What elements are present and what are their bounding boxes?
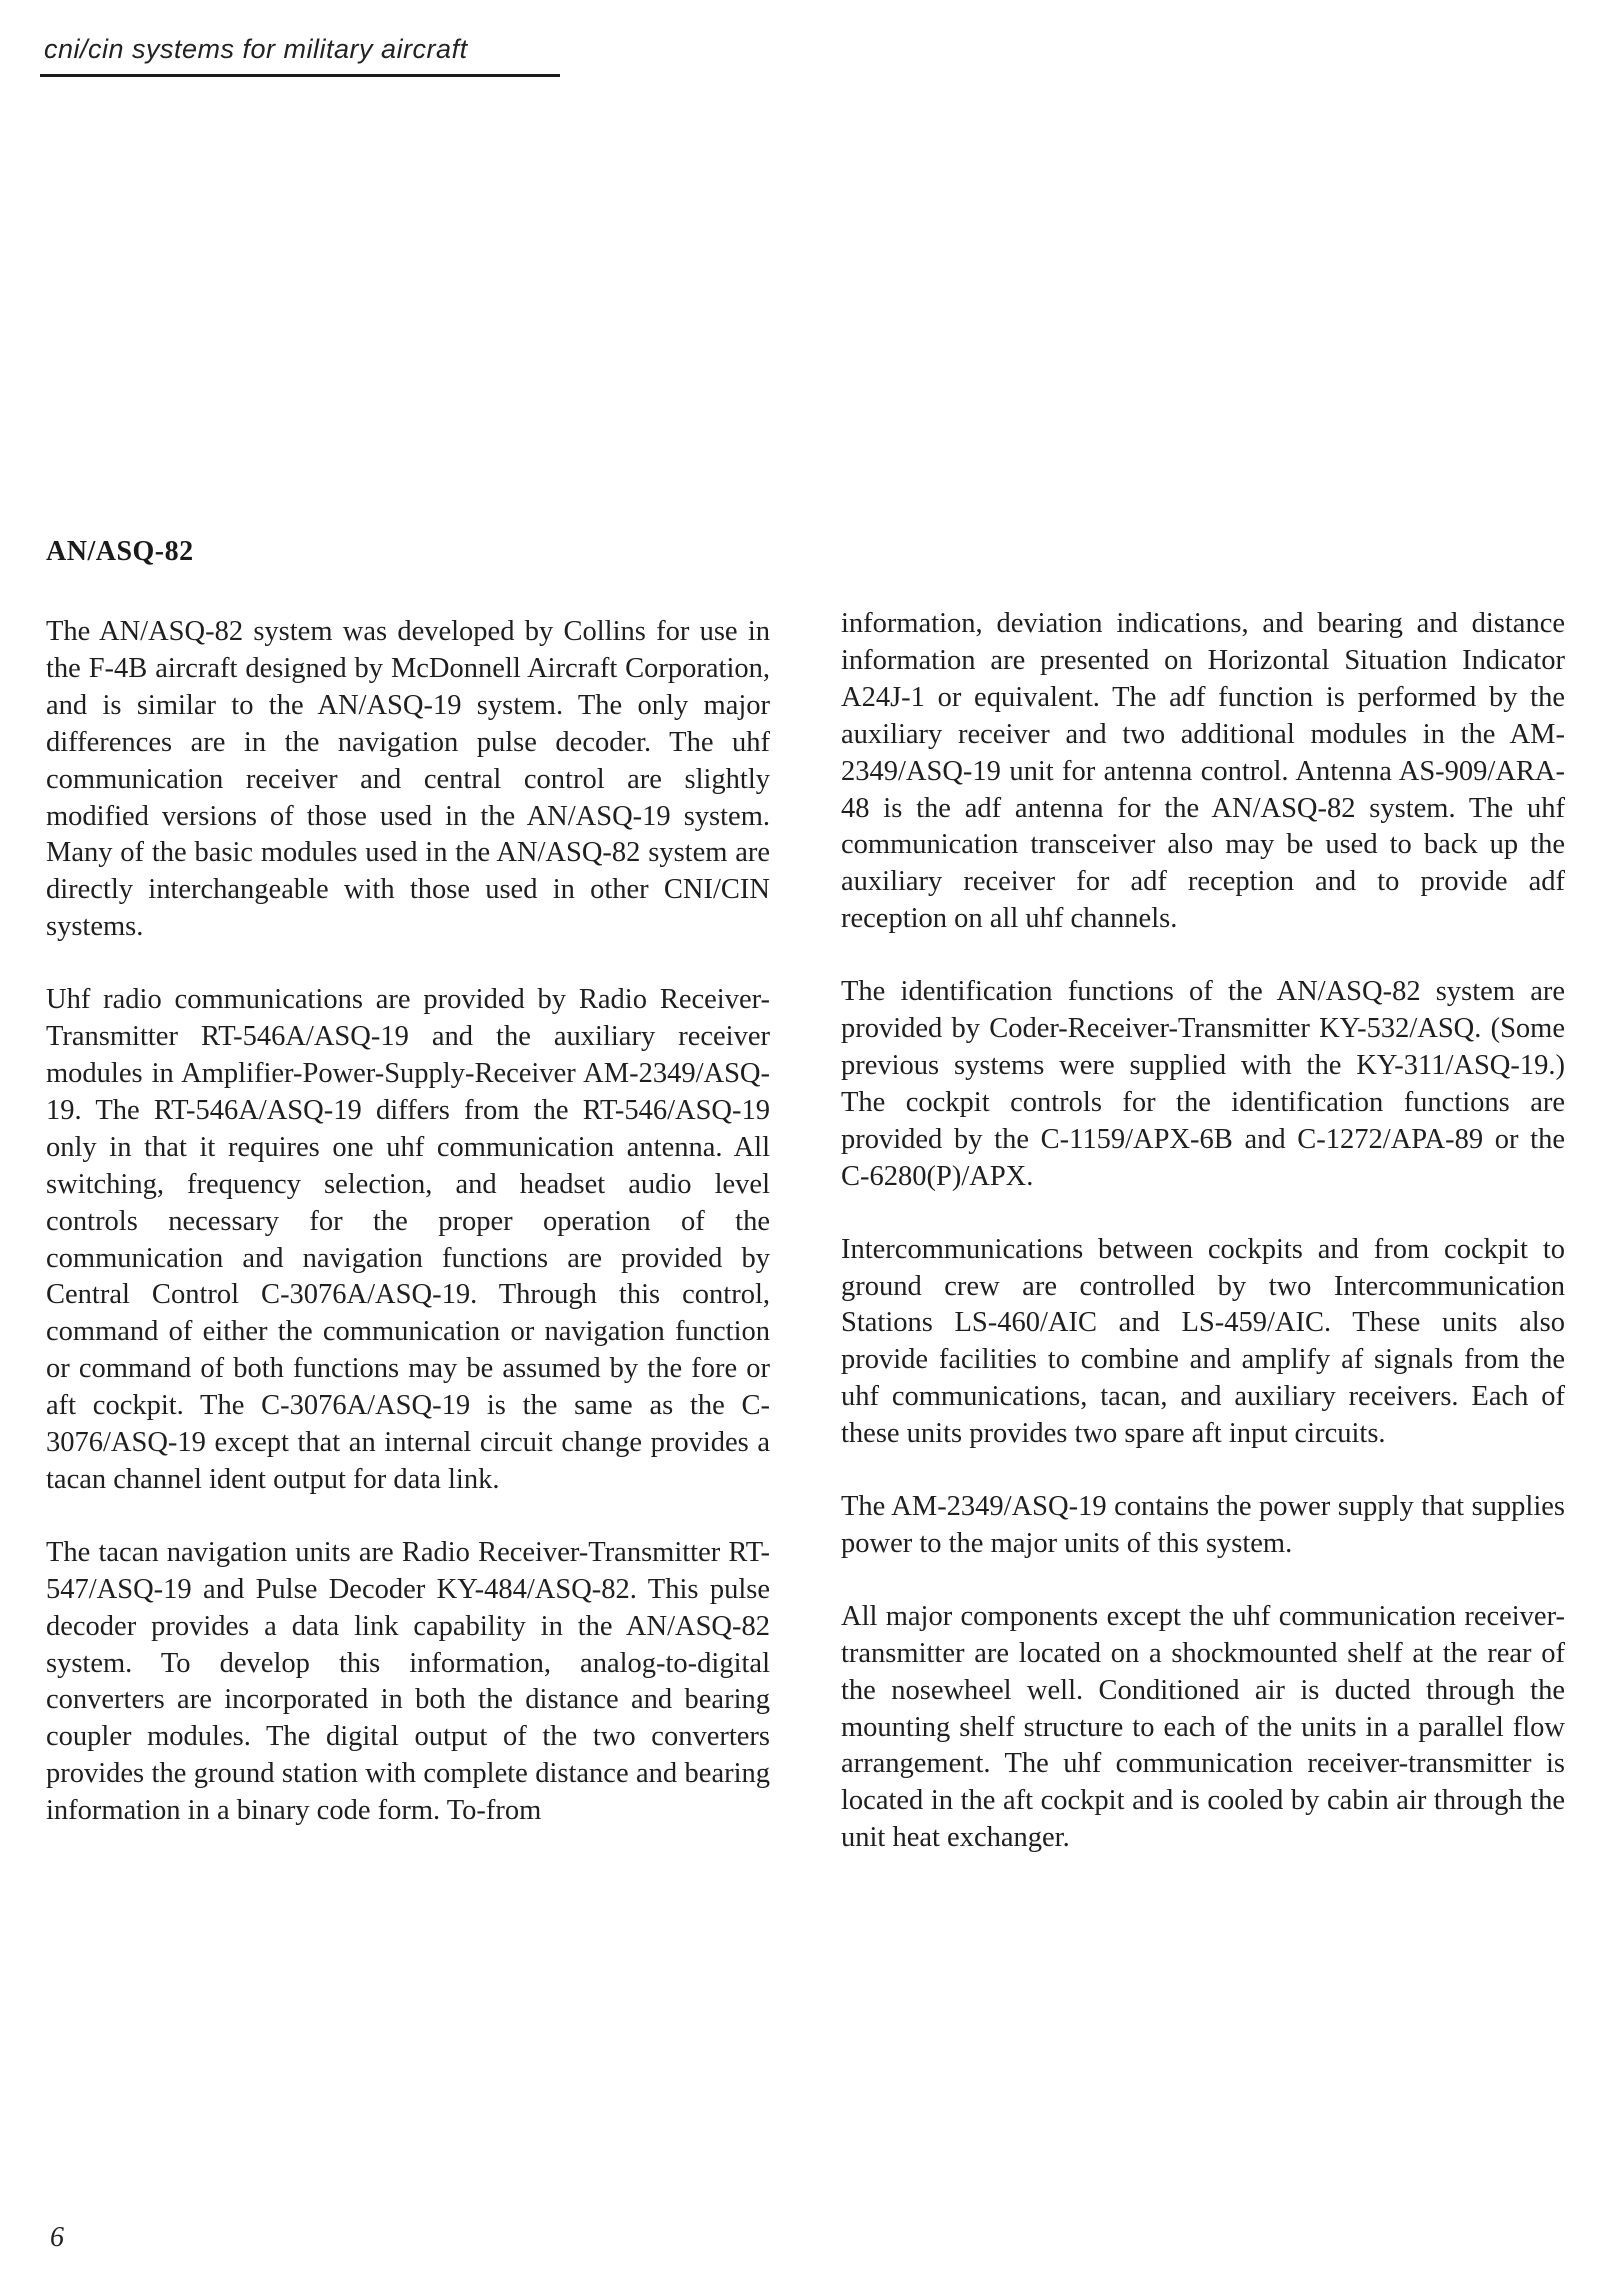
paragraph-adf-function: information, deviation indications, and bearing and distance information are presented on Horizontal Situation Indicator A24J-1 or equivalent. The adf function is performed by the auxiliary receiver and two additional modules in the AM-2349/ASQ-19 unit for antenna control. Antenna AS-909/ARA-48 is the adf antenna for the AN/ASQ-82 system. The uhf communication transceiver also may be used to back up the auxiliary receiver for adf reception and to provide adf reception on all uhf channels. <box>841 608 1565 935</box>
paragraph-installation: All major components except the uhf communication receiver-transmitter are located on a shockmounted shelf at the rear of the nosewheel well. Conditioned air is ducted through the mounting shelf structure to each of the units in a parallel flow arrangement. The uhf communication receiver-transmitter is located in the aft cockpit and is cooled by cabin air through the unit heat exchanger. <box>841 1600 1565 1854</box>
header-rule <box>40 74 560 77</box>
paragraph-uhf-communications: Uhf radio communications are provided by Radio Receiver-Transmitter RT-546A/ASQ-19 and the auxiliary receiver modules in Amplifier-Power-Supply-Receiver AM-2349/ASQ-19. The RT-546A/ASQ-19 differs from the RT-546/ASQ-19 only in that it requires one uhf communication antenna. All switching, frequency selection, and headset audio level controls necessary for the proper operation of the communication and navigation functions are provided by Central Control C-3076A/ASQ-19. Through this control, command of either the communication or navigation function or command of both functions may be assumed by the fore or aft cockpit. The C-3076A/ASQ-19 is the same as the C-3076/ASQ-19 except that an internal circuit change provides a tacan channel ident output for data link. <box>46 984 770 1495</box>
paragraph-tacan-navigation: The tacan navigation units are Radio Receiver-Transmitter RT-547/ASQ-19 and Pulse Decoder KY-484/ASQ-82. This pulse decoder provides a data link capability in the AN/ASQ-82 system. To develop this information, analog-to-digital converters are incorporated in both the distance and bearing coupler modules. The digital output of the two converters provides the ground station with complete distance and bearing information in a binary code form. To-from <box>46 1536 770 1827</box>
section-heading: AN/ASQ-82 <box>46 536 194 567</box>
paragraph-power-supply: The AM-2349/ASQ-19 contains the power supply that supplies power to the major units of this system. <box>841 1491 1565 1559</box>
paragraph-system-overview: The AN/ASQ-82 system was developed by Collins for use in the F-4B aircraft designed by McDonnell Aircraft Corporation, and is similar to the AN/ASQ-19 system. The only major differences are in the navigation pulse decoder. The uhf communication receiver and central control are slightly modified versions of those used in the AN/ASQ-19 system. Many of the basic modules used in the AN/ASQ-82 system are directly interchangeable with those used in other CNI/CIN systems. <box>46 616 770 943</box>
page-number: 6 <box>50 2222 64 2253</box>
paragraph-intercommunications: Intercommunications between cockpits and from cockpit to ground crew are controlled by two Intercommunication Stations LS-460/AIC and LS-459/AIC. These units also provide facilities to combine and amplify af signals from the uhf communications, tacan, and auxiliary receivers. Each of these units provides two spare aft input circuits. <box>841 1233 1565 1450</box>
running-header-title: cni/cin systems for military aircraft <box>44 34 468 64</box>
right-column <box>841 606 1565 1893</box>
paragraph-identification: The identification functions of the AN/ASQ-82 system are provided by Coder-Receiver-Transmitter KY-532/ASQ. (Some previous systems were supplied with the KY-311/ASQ-19.) The cockpit controls for the identification functions are provided by the C-1159/APX-6B and C-1272/APA-89 or the C-6280(P)/APX. <box>841 976 1565 1192</box>
left-column <box>46 614 770 1866</box>
running-header <box>40 36 560 77</box>
